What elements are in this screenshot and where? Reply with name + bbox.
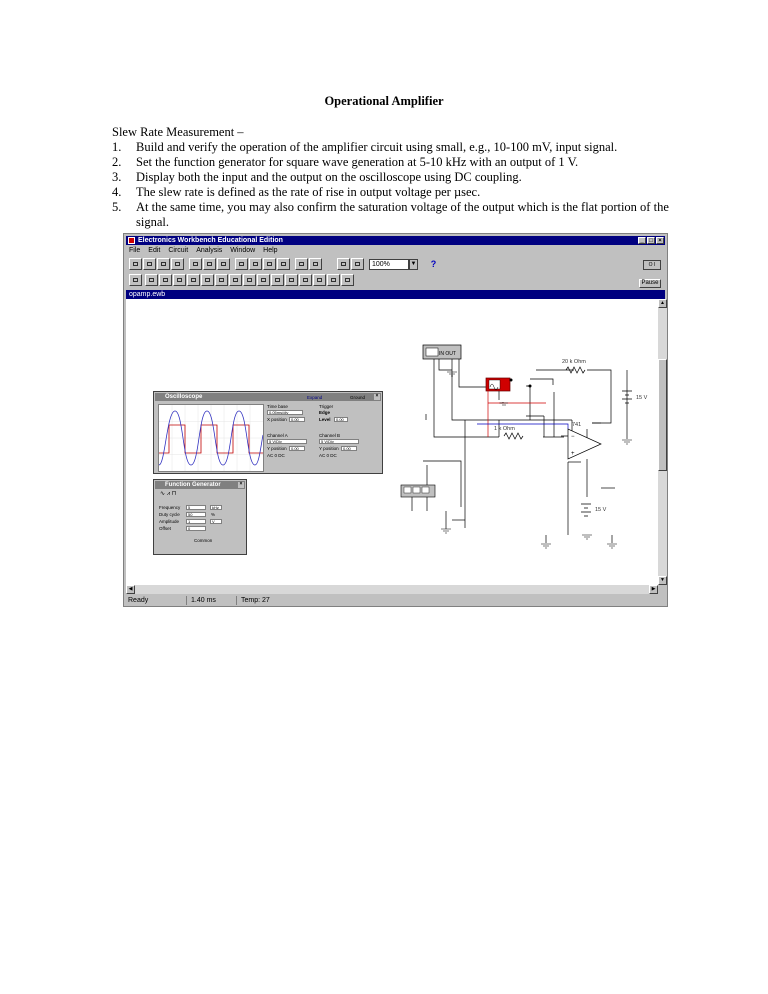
document-intro: Slew Rate Measurement –: [112, 125, 244, 139]
scope-screen: [404, 487, 411, 493]
waveform-selector-icon[interactable]: ∿ ⩘ ⊓: [160, 491, 177, 497]
offset-label: Offset: [159, 526, 171, 531]
channel-b-y-position-field[interactable]: 0.00: [341, 446, 357, 451]
close-icon[interactable]: ×: [375, 393, 379, 399]
save-icon[interactable]: [157, 258, 170, 270]
expand-button[interactable]: Expand: [307, 395, 323, 400]
duty-cycle-label: Duty cycle: [159, 512, 180, 517]
vertical-scroll-thumb[interactable]: [658, 359, 667, 471]
horizontal-scrollbar[interactable]: [126, 585, 658, 594]
level-field[interactable]: 0.00: [334, 417, 348, 422]
opamp-minus: −: [571, 434, 575, 440]
amplitude-field[interactable]: 1: [186, 519, 206, 524]
frequency-unit-field[interactable]: kHz: [210, 505, 222, 510]
indicators-icon[interactable]: [271, 274, 284, 286]
favorites-icon[interactable]: [129, 274, 142, 286]
step-item: 4. The slew rate is defined as the rate of rise in output voltage per µsec.: [112, 185, 481, 199]
offset-field[interactable]: 0: [186, 526, 206, 531]
scope-screen: [422, 487, 429, 493]
status-time: 1.40 ms: [191, 597, 216, 604]
controls-icon[interactable]: [285, 274, 298, 286]
frequency-field[interactable]: 5: [186, 505, 206, 510]
circuit-canvas[interactable]: [126, 299, 658, 585]
edge-label: Edge: [319, 410, 331, 415]
duty-unit-label: %: [211, 512, 216, 517]
digital-icon[interactable]: [257, 274, 270, 286]
function-generator-window[interactable]: [153, 479, 247, 555]
menu-window[interactable]: Window: [230, 247, 256, 254]
app-title: Electronics Workbench Educational Edition: [138, 237, 283, 244]
sources-icon[interactable]: [145, 274, 158, 286]
flip-vertical-icon[interactable]: [249, 258, 262, 270]
channel-b-y-position-label: Y position: [319, 446, 339, 451]
negative-supply-label: 15 V: [595, 507, 607, 513]
opamp-plus: +: [571, 451, 575, 457]
chevron-down-icon[interactable]: ▼: [409, 259, 418, 270]
toolbar: [126, 255, 665, 289]
vertical-scrollbar[interactable]: [658, 299, 667, 585]
analog-ics-icon[interactable]: [201, 274, 214, 286]
rotate-icon[interactable]: [235, 258, 248, 270]
scroll-right-icon[interactable]: ▶: [649, 585, 658, 594]
circuit-wires: [412, 359, 627, 543]
instruments-icon[interactable]: [313, 274, 326, 286]
scroll-left-icon[interactable]: ◀: [126, 585, 135, 594]
channel-b-label: Channel B: [319, 433, 341, 438]
x-position-field[interactable]: 0.00: [289, 417, 305, 422]
step-item: 5. At the same time, you may also confirm the saturation voltage of the output which is the flat portion of the signal.: [112, 200, 669, 229]
minimize-button[interactable]: _: [638, 237, 646, 244]
digital-ics-icon[interactable]: [229, 274, 242, 286]
app-titlebar: [126, 236, 665, 245]
ground-symbols: [441, 372, 632, 548]
help-button[interactable]: ?: [430, 259, 437, 269]
app-icon[interactable]: [128, 237, 135, 244]
document-window-title: opamp.ewb: [126, 290, 665, 299]
menu-analysis[interactable]: Analysis: [196, 247, 223, 254]
steps-list: [112, 140, 672, 230]
common-terminal-label: Common: [194, 538, 213, 543]
miscellaneous-icon[interactable]: [299, 274, 312, 286]
channel-a-scale-field[interactable]: 5 V/Div: [267, 439, 307, 444]
trigger-label: Trigger: [319, 404, 334, 409]
status-state: Ready: [128, 597, 149, 604]
power-switch[interactable]: O I: [643, 260, 661, 270]
node-dot: [529, 385, 532, 388]
menu-edit[interactable]: Edit: [148, 247, 161, 254]
channel-a-y-position-field[interactable]: 0.00: [289, 446, 305, 451]
oscilloscope-traces: [159, 405, 263, 471]
level-label: Level: [319, 417, 331, 422]
create-subcircuit-icon[interactable]: [295, 258, 308, 270]
print-icon[interactable]: [171, 258, 184, 270]
basic-components-icon[interactable]: [159, 274, 172, 286]
feedback-resistor-label: 20 k Ohm: [562, 359, 586, 365]
meter-icon[interactable]: [341, 274, 354, 286]
menu-bar: [126, 246, 665, 255]
oscilloscope-window[interactable]: [153, 391, 383, 474]
transistors-icon[interactable]: [187, 274, 200, 286]
opamp-label: 741: [572, 422, 582, 428]
status-bar: [126, 595, 665, 606]
step-item: 1. Build and verify the operation of the amplifier circuit using small, e.g., 10-100 mV, input signal.: [112, 140, 618, 154]
channel-b-scale-field[interactable]: 5 V/Div: [319, 439, 359, 444]
step-item: 3. Display both the input and the output on the oscilloscope using DC coupling.: [112, 170, 522, 184]
new-file-icon[interactable]: [129, 258, 142, 270]
bode-screen: [426, 348, 438, 356]
scope-screen: [413, 487, 420, 493]
open-folder-icon[interactable]: [143, 258, 156, 270]
multimeter-icon[interactable]: [327, 274, 340, 286]
time-base-label: Time base: [267, 404, 288, 409]
graph-icon[interactable]: [309, 258, 322, 270]
amplitude-unit-field[interactable]: V: [210, 519, 222, 524]
app-window: [123, 233, 668, 607]
close-icon[interactable]: ×: [239, 481, 243, 487]
scroll-up-icon[interactable]: ▲: [658, 299, 667, 308]
pause-button[interactable]: Pause: [639, 279, 661, 288]
scroll-down-icon[interactable]: ▼: [658, 576, 667, 585]
x-position-label: X position: [267, 417, 287, 422]
zoom-out-icon[interactable]: [351, 258, 364, 270]
frequency-label: Frequency: [159, 505, 181, 510]
input-resistor[interactable]: [504, 433, 523, 439]
zoom-select[interactable]: 100%: [369, 259, 409, 270]
channel-a-y-position-label: Y position: [267, 446, 287, 451]
close-button[interactable]: ×: [656, 237, 664, 244]
step-item: 2. Set the function generator for square wave generation at 5-10 kHz with an output of 1 V.: [112, 155, 579, 169]
node-dot: [510, 379, 513, 382]
menu-help[interactable]: Help: [263, 247, 278, 254]
component-properties-icon[interactable]: [277, 258, 290, 270]
copy-icon[interactable]: [203, 258, 216, 270]
duty-cycle-field[interactable]: 50: [186, 512, 206, 517]
document-title: Operational Amplifier: [324, 94, 444, 108]
maximize-button[interactable]: □: [647, 237, 655, 244]
cut-icon[interactable]: [189, 258, 202, 270]
channel-b-coupling[interactable]: AC 0 DC: [319, 453, 337, 458]
function-generator-screen: [489, 380, 500, 389]
channel-a-coupling[interactable]: AC 0 DC: [267, 453, 285, 458]
input-resistor-label: 1 k Ohm: [494, 426, 515, 432]
menu-circuit[interactable]: Circuit: [168, 247, 189, 254]
paste-icon[interactable]: [217, 258, 230, 270]
positive-supply-label: 15 V: [636, 395, 648, 401]
amplitude-label: Amplitude: [159, 519, 180, 524]
zoom-in-icon[interactable]: [337, 258, 350, 270]
negative-supply-battery[interactable]: [581, 504, 591, 516]
ground-label: Ground: [350, 395, 366, 400]
oscilloscope-display: [158, 404, 264, 472]
bode-in-out-label: IN OUT: [439, 351, 456, 357]
oscilloscope-titlebar[interactable]: Oscilloscope ×: [155, 393, 381, 401]
menu-file[interactable]: File: [129, 247, 141, 254]
function-generator-titlebar[interactable]: Function Generator ×: [155, 481, 245, 489]
flip-horizontal-icon[interactable]: [263, 258, 276, 270]
diodes-icon[interactable]: [173, 274, 186, 286]
logic-gates-icon[interactable]: [243, 274, 256, 286]
time-base-field[interactable]: 0.05ms/div: [267, 410, 303, 415]
status-temp: Temp: 27: [241, 597, 270, 604]
channel-a-label: Channel A: [267, 433, 288, 438]
mixed-ics-icon[interactable]: [215, 274, 228, 286]
